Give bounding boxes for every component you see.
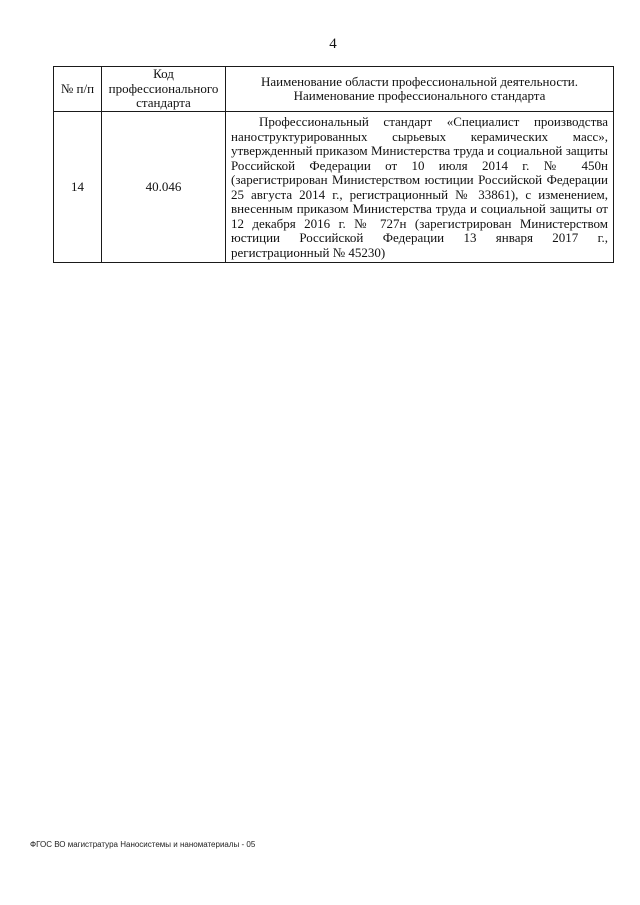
professional-standards-table [53,66,614,263]
table-header-row [54,67,614,112]
header-name-line-1: Наименование области профессиональной деятельности. [260,73,578,89]
page-number: 4 [329,36,337,52]
table-row [54,112,614,263]
cell-standard-name: Профессиональный стандарт «Специалист производства наноструктурированных сырьевых керамических масс», утвержденный приказом Министерства труда и социальной защиты Российской Федерации от 10 июля 2014 г. № 450н (зарегистрирован Министерством юстиции Российской Федерации 25 августа 2014 г., регистрационный № 33861), с изменением, внесенным приказом Министерства труда и социальной защиты от 12 декабря 2016 г. № 727н (зарегистрирован Министерством юстиции Российской Федерации 13 января 2017 г., регистрационный № 45230) [226,112,614,263]
footer-text: ФГОС ВО магистратура Наносистемы и наноматериалы - 05 [30,840,256,849]
cell-code: 40.046 [102,112,226,263]
cell-number: 14 [54,112,102,263]
header-number: № п/п [54,67,102,112]
header-name-line-2: Наименование профессионального стандарта [293,88,546,103]
header-name [226,67,614,112]
header-code: Код профессионального стандарта [102,67,226,112]
